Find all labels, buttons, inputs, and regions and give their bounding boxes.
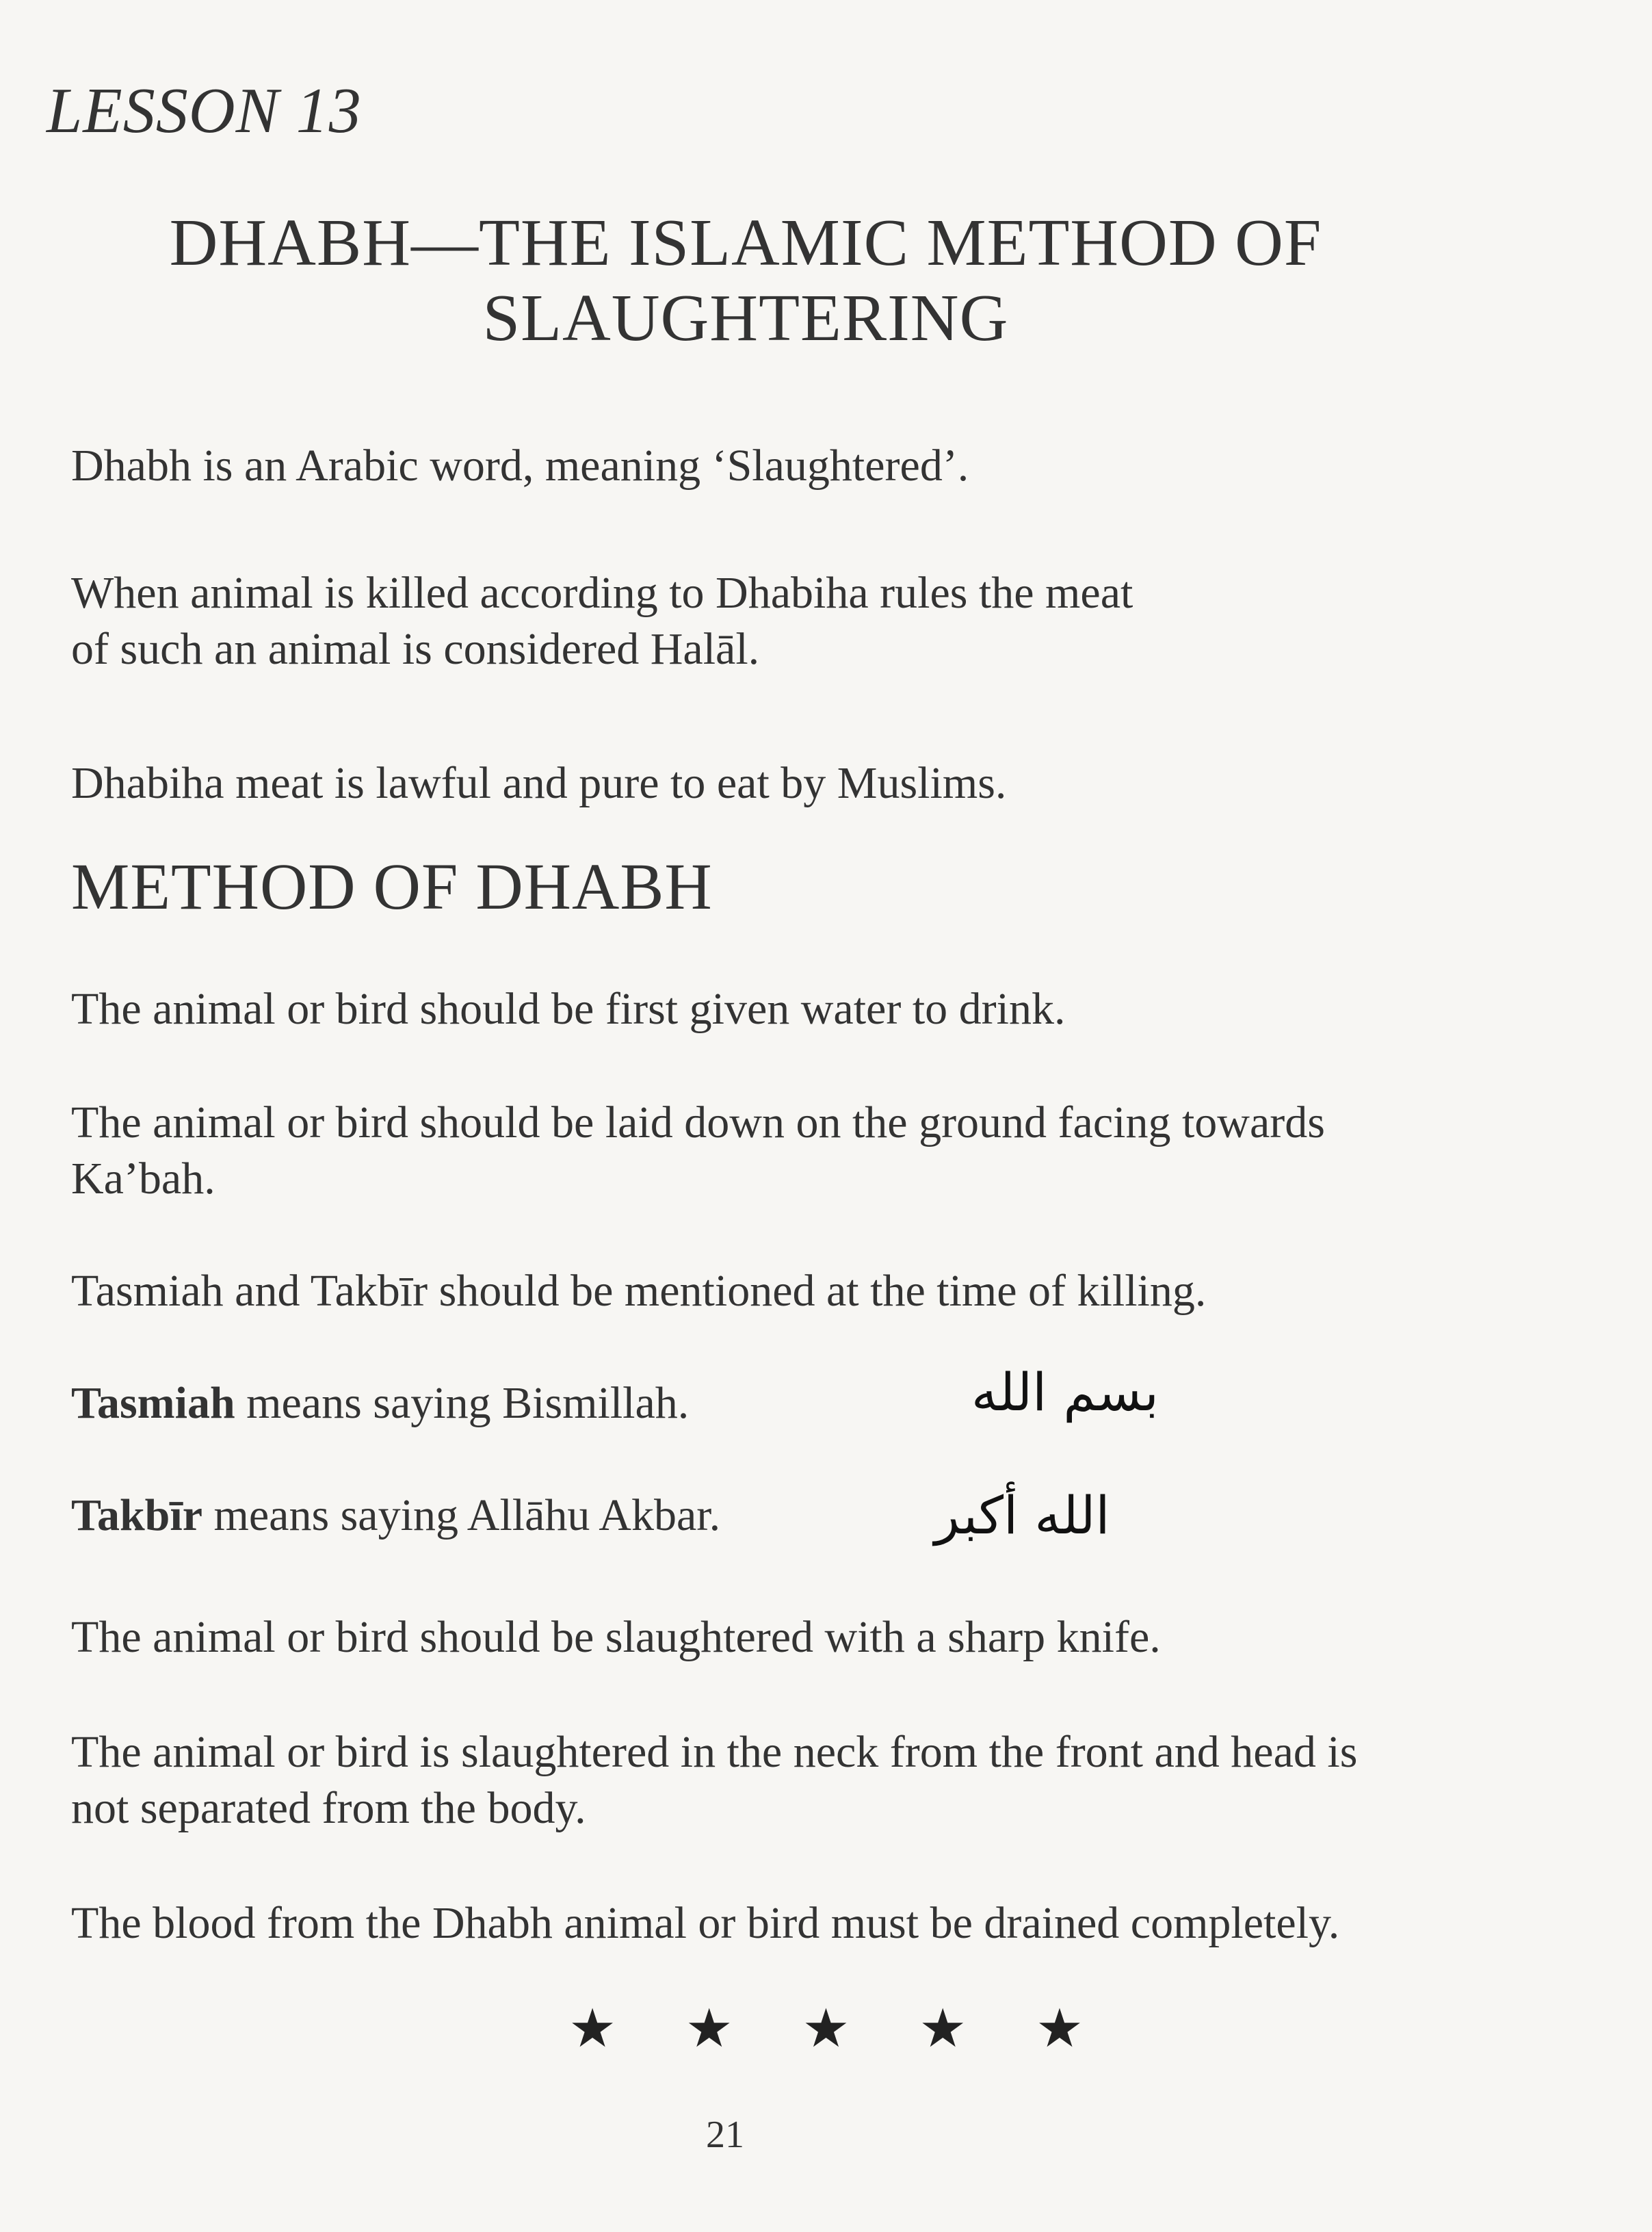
method-step-water: The animal or bird should be first given water to drink. <box>71 984 1066 1034</box>
method-step-knife: The animal or bird should be slaughtered with a sharp knife. <box>71 1612 1161 1662</box>
intro-paragraph-2-line-2: of such an animal is considered Halāl. <box>71 624 760 674</box>
tasmiah-definition <box>71 1375 1624 1431</box>
star-icon: ★ <box>919 1998 967 2060</box>
star-icon: ★ <box>568 1998 616 2060</box>
lesson-label: LESSON 13 <box>47 75 362 146</box>
intro-paragraph-3: Dhabiha meat is lawful and pure to eat by Muslims. <box>71 758 1007 808</box>
intro-paragraph-1: Dhabh is an Arabic word, meaning ‘Slaughtered’. <box>71 441 969 491</box>
tasmiah-description: means saying Bismillah. <box>235 1378 690 1428</box>
intro-paragraph-2-line-1: When animal is killed according to Dhabiha rules the meat <box>71 568 1133 618</box>
takbir-definition <box>71 1488 1624 1544</box>
method-step-facing-line-1: The animal or bird should be laid down on the ground facing towards <box>71 1098 1325 1147</box>
tasmiah-arabic-text: بسم الله <box>971 1362 1159 1423</box>
method-step-neck-line-1: The animal or bird is slaughtered in the neck from the front and head is <box>71 1727 1358 1777</box>
page-title-line-2: SLAUGHTERING <box>482 281 1009 355</box>
page-title-line-1: DHABH—THE ISLAMIC METHOD OF <box>169 206 1322 280</box>
star-icon: ★ <box>802 1998 850 2060</box>
intro-paragraph-2 <box>71 565 1624 677</box>
section-title: METHOD OF DHABH <box>71 850 713 923</box>
takbir-term: Takbīr <box>71 1490 203 1540</box>
takbir-description: means saying Allāhu Akbar. <box>202 1490 721 1540</box>
method-step-blood: The blood from the Dhabh animal or bird must be drained completely. <box>71 1898 1340 1948</box>
method-step-neck-line-2: not separated from the body. <box>71 1783 586 1833</box>
method-step-facing-line-2: Ka’bah. <box>71 1154 215 1204</box>
takbir-arabic-text: الله أكبر <box>934 1485 1110 1546</box>
page-number: 21 <box>706 2114 744 2156</box>
method-step-facing <box>71 1095 1624 1207</box>
method-step-neck <box>71 1724 1624 1837</box>
star-icon: ★ <box>1036 1998 1084 2060</box>
star-divider <box>0 1998 1652 2060</box>
method-step-tasmiah-takbir: Tasmiah and Takbīr should be mentioned at the time of killing. <box>71 1266 1207 1316</box>
tasmiah-term: Tasmiah <box>71 1378 235 1428</box>
star-icon: ★ <box>685 1998 733 2060</box>
page-title <box>96 205 1395 356</box>
